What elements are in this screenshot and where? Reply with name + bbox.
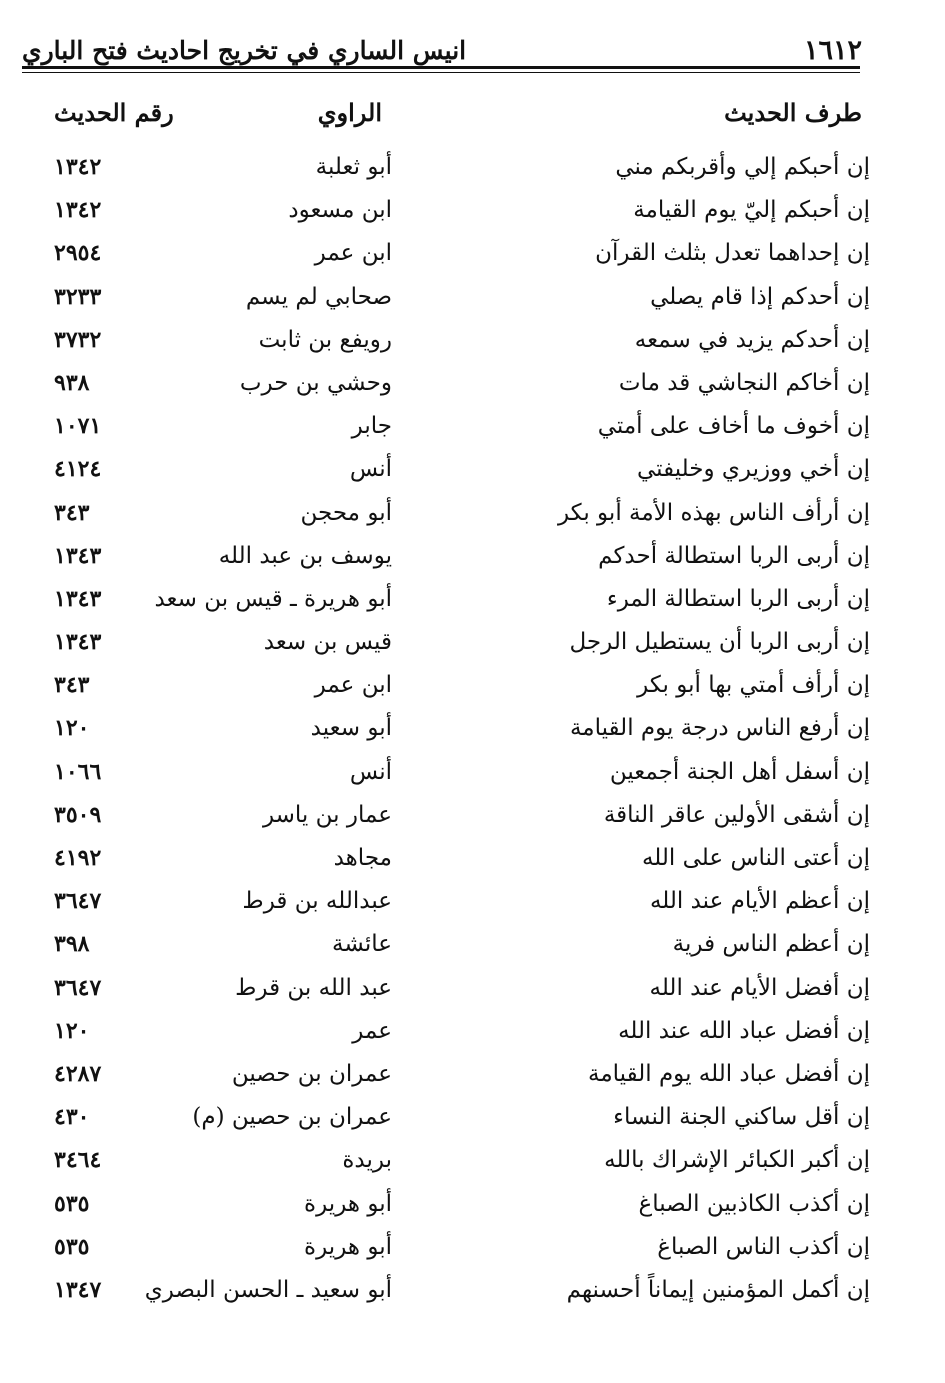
- table-row: [40, 409, 870, 452]
- column-header-number: رقم الحديث: [54, 98, 174, 127]
- narrator-cell: ابن عمر: [314, 672, 392, 699]
- hadith-cell: إن أربى الربا استطالة أحدكم: [598, 542, 870, 569]
- hadith-cell: إن أكذب الناس الصباغ: [657, 1233, 870, 1260]
- table-row: [40, 150, 870, 193]
- header-rule-thin: [22, 72, 860, 73]
- table-row: [40, 971, 870, 1014]
- hadith-number-cell: ٣٧٣٢: [54, 326, 102, 353]
- narrator-cell: أبو سعيد ـ الحسن البصري: [144, 1276, 392, 1303]
- hadith-number-cell: ٣٢٣٣: [54, 283, 102, 310]
- table-row: [40, 1230, 870, 1273]
- hadith-cell: إن أفضل عباد الله يوم القيامة: [588, 1060, 870, 1087]
- hadith-cell: إن أعظم الناس فرية: [672, 931, 870, 958]
- hadith-cell: إن أفضل الأيام عند الله: [649, 974, 870, 1001]
- header-rule-thick: [22, 66, 860, 69]
- column-header-narrator: الراوي: [317, 98, 382, 127]
- table-row: [40, 366, 870, 409]
- table-row: [40, 582, 870, 625]
- hadith-number-cell: ٣٦٤٧: [54, 974, 102, 1001]
- hadith-cell: إن أكذب الكاذبين الصباغ: [638, 1190, 870, 1217]
- table-row: [40, 1143, 870, 1186]
- hadith-cell: إن أرأف الناس بهذه الأمة أبو بكر: [557, 499, 870, 526]
- table-row: [40, 884, 870, 927]
- narrator-cell: أنس: [349, 456, 392, 483]
- hadith-number-cell: ٣٤٣: [54, 499, 90, 526]
- hadith-number-cell: ١٣٤٣: [54, 585, 102, 612]
- hadith-cell: إن أحدكم يزيد في سمعه: [634, 326, 870, 353]
- table-row: [40, 1057, 870, 1100]
- table-row: [40, 496, 870, 539]
- hadith-number-cell: ١٣٤٢: [54, 154, 102, 180]
- hadith-number-cell: ١٢٠: [54, 1017, 90, 1044]
- table-row: [40, 1100, 870, 1143]
- narrator-cell: ابن عمر: [314, 240, 392, 267]
- table-row: [40, 927, 870, 970]
- hadith-number-cell: ٢٩٥٤: [54, 240, 102, 267]
- hadith-cell: إن أفضل عباد الله عند الله: [618, 1017, 870, 1044]
- book-title: انيس الساري في تخريج احاديث فتح الباري: [22, 35, 467, 65]
- table-row: [40, 193, 870, 236]
- hadith-cell: إن أعظم الأيام عند الله: [649, 888, 870, 915]
- table-row: [40, 539, 870, 582]
- hadith-cell: إن أربى الربا استطالة المرء: [606, 585, 870, 612]
- narrator-cell: أبو هريرة: [304, 1233, 392, 1260]
- hadith-number-cell: ١٣٤٣: [54, 629, 102, 656]
- hadith-cell: إن أقل ساكني الجنة النساء: [613, 1104, 870, 1131]
- hadith-number-cell: ٣٩٨: [54, 931, 90, 958]
- hadith-number-cell: ٣٤٣: [54, 672, 90, 699]
- hadith-cell: إن أحدكم إذا قام يصلي: [650, 283, 870, 310]
- narrator-cell: صحابي لم يسم: [245, 283, 392, 310]
- narrator-cell: عبدالله بن قرط: [242, 888, 392, 915]
- hadith-cell: إن أرأف أمتي بها أبو بكر: [637, 672, 870, 699]
- narrator-cell: ابن مسعود: [288, 197, 392, 224]
- table-row: [40, 798, 870, 841]
- hadith-cell: إن أربى الربا أن يستطيل الرجل: [569, 629, 870, 656]
- narrator-cell: أبو ثعلبة: [315, 154, 392, 180]
- hadith-number-cell: ١٣٤٣: [54, 542, 102, 569]
- hadith-number-cell: ٤٢٨٧: [54, 1060, 102, 1087]
- hadith-number-cell: ١٠٦٦: [54, 758, 102, 785]
- table-row: [40, 755, 870, 798]
- narrator-cell: أبو هريرة: [304, 1190, 392, 1217]
- narrator-cell: أنس: [349, 758, 392, 785]
- hadith-cell: إن أحبكم إليّ يوم القيامة: [633, 197, 870, 224]
- hadith-number-cell: ١٣٤٢: [54, 197, 102, 224]
- hadith-number-cell: ٥٣٥: [54, 1233, 90, 1260]
- hadith-number-cell: ٣٦٤٧: [54, 888, 102, 915]
- table-row: [40, 323, 870, 366]
- hadith-cell: إن أشقى الأولين عاقر الناقة: [603, 801, 870, 828]
- hadith-cell: إن أحبكم إلي وأقربكم مني: [615, 154, 870, 180]
- narrator-cell: أبو هريرة ـ قيس بن سعد: [154, 585, 392, 612]
- hadith-cell: إن إحداهما تعدل بثلث القرآن: [595, 240, 870, 267]
- narrator-cell: جابر: [351, 413, 392, 440]
- hadith-number-cell: ١٠٧١: [54, 413, 102, 440]
- narrator-cell: وحشي بن حرب: [239, 369, 392, 396]
- table-row: [40, 1014, 870, 1057]
- hadith-number-cell: ٩٣٨: [54, 369, 90, 396]
- hadith-cell: إن أعتى الناس على الله: [641, 845, 870, 871]
- narrator-cell: أبو محجن: [300, 499, 392, 526]
- hadith-number-cell: ١٣٤٧: [54, 1276, 102, 1303]
- narrator-cell: بريدة: [342, 1147, 392, 1174]
- hadith-number-cell: ١٢٠: [54, 715, 90, 742]
- hadith-cell: إن أخي ووزيري وخليفتي: [636, 456, 870, 483]
- hadith-number-cell: ٣٥٠٩: [54, 801, 102, 828]
- hadith-number-cell: ٤٣٠: [54, 1104, 90, 1131]
- hadith-number-cell: ٤١٩٢: [54, 845, 102, 871]
- narrator-cell: عبد الله بن قرط: [235, 974, 392, 1001]
- hadith-cell: إن أسفل أهل الجنة أجمعين: [609, 758, 870, 785]
- table-row: [40, 1187, 870, 1230]
- table-row: [40, 625, 870, 668]
- index-table-header: [40, 98, 862, 132]
- table-row: [40, 236, 870, 279]
- narrator-cell: عمر: [352, 1017, 392, 1044]
- table-row: [40, 1273, 870, 1316]
- hadith-cell: إن أخوف ما أخاف على أمتي: [597, 413, 870, 440]
- table-row: [40, 280, 870, 323]
- hadith-cell: إن أخاكم النجاشي قد مات: [618, 369, 870, 396]
- table-row: [40, 668, 870, 711]
- narrator-cell: أبو سعيد: [310, 715, 392, 742]
- hadith-cell: إن أرفع الناس درجة يوم القيامة: [569, 715, 870, 742]
- hadith-cell: إن أكبر الكبائر الإشراك بالله: [604, 1147, 870, 1174]
- narrator-cell: عائشة: [332, 931, 392, 958]
- table-row: [40, 711, 870, 754]
- hadith-cell: إن أكمل المؤمنين إيماناً أحسنهم: [566, 1276, 870, 1303]
- hadith-number-cell: ٥٣٥: [54, 1190, 90, 1217]
- narrator-cell: يوسف بن عبد الله: [218, 542, 392, 569]
- table-row: [40, 841, 870, 884]
- narrator-cell: رويفع بن ثابت: [258, 326, 392, 353]
- column-header-hadith: طرف الحديث: [724, 98, 862, 127]
- hadith-number-cell: ٤١٢٤: [54, 456, 102, 483]
- narrator-cell: قيس بن سعد: [263, 629, 392, 656]
- narrator-cell: عمار بن ياسر: [262, 801, 392, 828]
- page-number: ١٦١٢: [803, 34, 862, 66]
- narrator-cell: عمران بن حصين: [231, 1060, 392, 1087]
- narrator-cell: عمران بن حصين (م): [192, 1104, 392, 1131]
- index-rows: [40, 150, 870, 1316]
- narrator-cell: مجاهد: [333, 845, 392, 871]
- hadith-number-cell: ٣٤٦٤: [54, 1147, 102, 1174]
- table-row: [40, 452, 870, 495]
